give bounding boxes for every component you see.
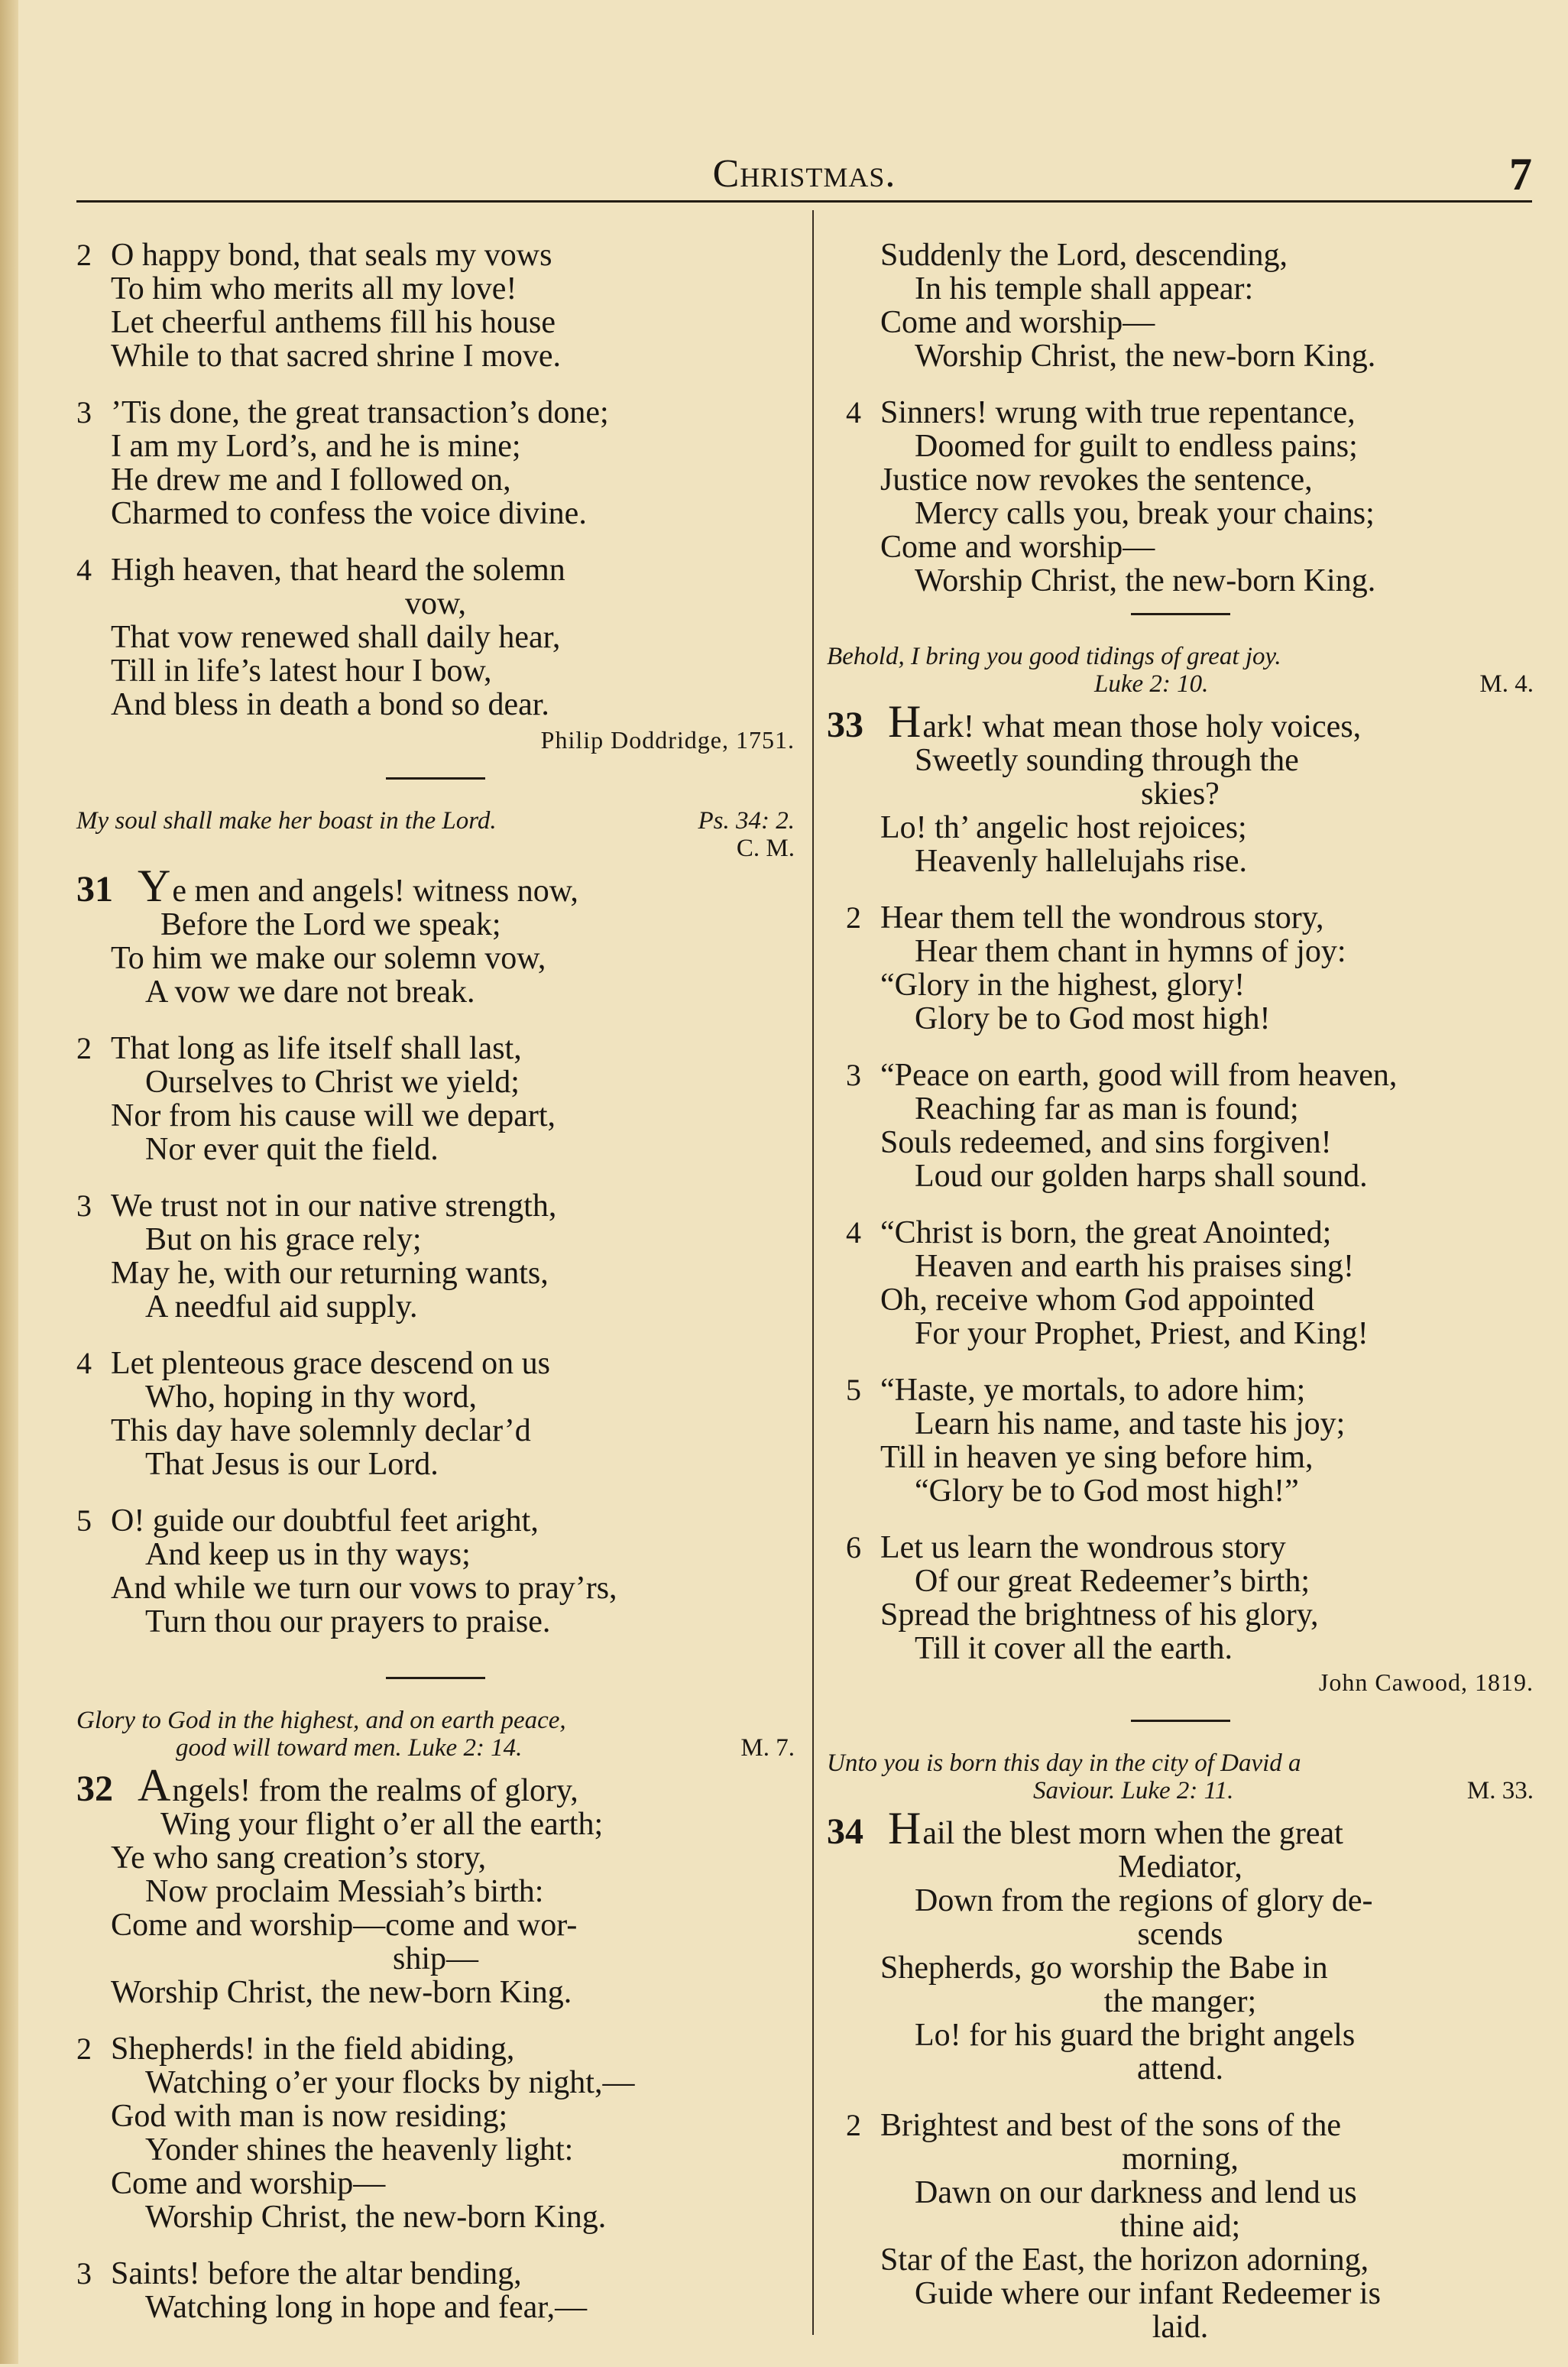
verse-line-wrap: skies? — [1141, 777, 1220, 812]
hymn-meter: M. 33. — [1466, 1777, 1534, 1804]
verse-line: Oh, receive whom God appointed — [880, 1282, 1315, 1318]
verse-line: “Peace on earth, good will from heaven, — [880, 1058, 1398, 1093]
verse-line: Heavenly hallelujahs rise. — [915, 844, 1248, 879]
hymn-30-continuation — [76, 238, 795, 754]
verse-line: Of our great Redeemer’s birth; — [915, 1564, 1310, 1599]
verse-line: Come and worship— — [880, 530, 1155, 565]
verse-line: And while we turn our vows to pray’rs, — [111, 1571, 617, 1606]
verse-line: O! guide our doubtful feet aright, — [111, 1503, 539, 1539]
verse-line: Hear them chant in hymns of joy: — [915, 934, 1346, 969]
page-edge — [0, 0, 18, 2364]
verse-line: Sinners! wrung with true repentance, — [880, 395, 1356, 430]
hymn-scripture-cont: Saviour. Luke 2: 11. — [1033, 1777, 1234, 1804]
verse-line: Wing your flight o’er all the earth; — [160, 1807, 604, 1842]
hymn-heading — [827, 670, 1534, 698]
hymn-number: 33 — [827, 705, 863, 745]
verse-line: Suddenly the Lord, descending, — [880, 238, 1288, 273]
verse-line: Worship Christ, the new-born King. — [111, 1975, 572, 2010]
drop-cap: Y — [138, 861, 171, 911]
verse-line: Till in life’s latest hour I bow, — [111, 653, 492, 689]
verse — [76, 553, 795, 721]
verse — [827, 1373, 1534, 1508]
hymn-number: 34 — [827, 1811, 863, 1852]
left-column — [76, 238, 795, 2347]
verse-line: And bless in death a bond so dear. — [111, 687, 549, 722]
verse — [827, 901, 1534, 1036]
verse-line-wrap: vow, — [404, 586, 467, 621]
verse-line: That long as life itself shall last, — [111, 1031, 522, 1066]
hymn-scripture: My soul shall make her boast in the Lord. — [76, 807, 497, 835]
verse-line: And keep us in thy ways; — [145, 1537, 471, 1572]
verse-line: Star of the East, the horizon adorning, — [880, 2242, 1369, 2278]
verse-line: Spread the brightness of his glory, — [880, 1597, 1319, 1633]
verse-line: Till it cover all the earth. — [915, 1631, 1233, 1666]
verse-line: While to that sacred shrine I move. — [111, 339, 561, 374]
verse-line: O happy bond, that seals my vows — [111, 238, 552, 273]
hymn-33 — [827, 643, 1534, 1697]
verse-line: Doomed for guilt to endless pains; — [915, 429, 1358, 464]
verse — [827, 1216, 1534, 1350]
verse-number: 3 — [846, 1058, 861, 1092]
verse-line: Watching long in hope and fear,— — [145, 2290, 588, 2325]
verse-line: Souls redeemed, and sins forgiven! — [880, 1125, 1332, 1160]
verse — [76, 238, 795, 373]
verse-line: e men and angels! witness now, — [172, 874, 578, 909]
verse-line: To him we make our solemn vow, — [111, 941, 546, 976]
verse-line: That Jesus is our Lord. — [145, 1447, 439, 1482]
hymn-meter: C. M. — [736, 835, 795, 862]
verse-line: Sweetly sounding through the — [915, 743, 1299, 778]
hymn-meter: M. 4. — [1479, 670, 1534, 698]
hymn-meter-line — [76, 835, 795, 862]
verse-line-wrap: thine aid; — [1119, 2209, 1241, 2244]
verse-line: ngels! from the realms of glory, — [172, 1773, 578, 1808]
verse — [827, 1531, 1534, 1665]
verse-number: 3 — [76, 395, 92, 430]
verse-line: “Haste, ye mortals, to adore him; — [880, 1373, 1306, 1408]
verse-line: But on his grace rely; — [145, 1222, 422, 1257]
verse — [76, 1189, 795, 1324]
verse-line: Shepherds! in the field abiding, — [111, 2031, 515, 2067]
hymn-scripture: Unto you is born this day in the city of David a — [827, 1749, 1301, 1777]
verse-number: 2 — [76, 2031, 92, 2066]
hymn-32-continuation — [827, 238, 1534, 598]
verse — [827, 1803, 1534, 2087]
verse-line: Guide where our infant Redeemer is — [915, 2276, 1381, 2311]
verse-line: Heaven and earth his praises sing! — [915, 1249, 1354, 1284]
verse-number: 6 — [846, 1530, 861, 1564]
hymn-number: 32 — [76, 1769, 113, 1809]
page-header — [76, 151, 1532, 205]
hymn-reference: Ps. 34: 2. — [698, 807, 795, 835]
verse-line: Reaching far as man is found; — [915, 1091, 1299, 1127]
verse-line: Nor from his cause will we depart, — [111, 1098, 556, 1133]
hymn-34 — [827, 1749, 1534, 2344]
hymn-author: Philip Doddridge, 1751. — [540, 726, 795, 754]
section-rule — [1131, 1720, 1230, 1722]
verse-line: Let plenteous grace descend on us — [111, 1346, 550, 1381]
verse-line: This day have solemnly declar’d — [111, 1413, 531, 1448]
verse-line-wrap: laid. — [1152, 2310, 1209, 2345]
verse-line: That vow renewed shall daily hear, — [111, 620, 561, 655]
verse-line: I am my Lord’s, and he is mine; — [111, 429, 521, 464]
verse-line-wrap: Mediator, — [1118, 1850, 1242, 1885]
verse — [76, 2032, 795, 2234]
verse-number: 4 — [76, 1346, 92, 1380]
verse — [76, 1032, 795, 1166]
hymn-author: John Cawood, 1819. — [1318, 1668, 1534, 1696]
verse-number: 5 — [846, 1373, 861, 1407]
verse-line: “Christ is born, the great Anointed; — [880, 1215, 1332, 1250]
hymn-number: 31 — [76, 869, 113, 910]
verse-number: 3 — [76, 2256, 92, 2291]
verse-line: Glory be to God most high! — [915, 1001, 1271, 1036]
verse-line: Worship Christ, the new-born King. — [145, 2200, 607, 2235]
hymn-scripture: Glory to God in the highest, and on earth peace, — [76, 1707, 566, 1734]
verse-line: Ye who sang creation’s story, — [111, 1840, 487, 1876]
verse-line: Saints! before the altar bending, — [111, 2256, 522, 2291]
verse-line: To him who merits all my love! — [111, 271, 517, 306]
verse-number: 4 — [846, 395, 861, 430]
verse-line: Loud our golden harps shall sound. — [915, 1159, 1368, 1194]
verse-line: “Glory be to God most high!” — [915, 1474, 1299, 1509]
verse-line-wrap: the manger; — [1103, 1984, 1257, 2019]
verse-line: ’Tis done, the great transaction’s done; — [111, 395, 609, 430]
verse-line: Who, hoping in thy word, — [145, 1380, 477, 1415]
hymn-heading — [827, 1777, 1534, 1804]
hymn-meter: M. 7. — [740, 1734, 795, 1762]
verse-line: Till in heaven ye sing before him, — [880, 1440, 1314, 1475]
verse — [76, 1760, 795, 2010]
drop-cap: A — [138, 1760, 171, 1811]
verse-line: Turn thou our prayers to praise. — [145, 1604, 551, 1639]
verse-line: Down from the regions of glory de- — [915, 1883, 1373, 1918]
verse — [76, 861, 795, 1010]
verse-line: Mercy calls you, break your chains; — [915, 496, 1375, 531]
running-title: Christmas. — [712, 152, 896, 196]
verse-line: Let cheerful anthems fill his house — [111, 305, 556, 340]
verse-line: Come and worship— — [111, 2166, 386, 2201]
hymn-31 — [76, 807, 795, 1662]
section-rule — [386, 777, 485, 780]
verse-line: Learn his name, and taste his joy; — [915, 1406, 1346, 1441]
verse-line: ail the blest morn when the great — [922, 1816, 1343, 1851]
verse-line: He drew me and I followed on, — [111, 462, 511, 498]
drop-cap: H — [888, 696, 922, 747]
right-column — [827, 238, 1534, 2367]
hymn-scripture-cont: good will toward men. Luke 2: 14. — [176, 1734, 523, 1762]
verse-number: 3 — [76, 1188, 92, 1223]
verse-line: “Glory in the highest, glory! — [880, 968, 1246, 1003]
verse-line: Come and worship— — [880, 305, 1155, 340]
verse-line: Let us learn the wondrous story — [880, 1530, 1286, 1565]
verse-line: Brightest and best of the sons of the — [880, 2108, 1342, 2143]
verse-number: 2 — [76, 1031, 92, 1065]
verse-line: Dawn on our darkness and lend us — [915, 2175, 1357, 2210]
verse-line: Hear them tell the wondrous story, — [880, 900, 1324, 935]
verse — [827, 696, 1534, 879]
verse-line-wrap: scends — [1137, 1917, 1223, 1952]
verse-line: We trust not in our native strength, — [111, 1188, 557, 1224]
verse — [76, 1347, 795, 1481]
verse-line-wrap: ship— — [392, 1941, 478, 1976]
verse-line-wrap: morning, — [1122, 2142, 1239, 2177]
verse — [76, 1504, 795, 1639]
column-divider — [812, 210, 814, 2335]
verse-number: 4 — [76, 553, 92, 587]
verse-line: Now proclaim Messiah’s birth: — [145, 1874, 544, 1909]
verse-line: In his temple shall appear: — [915, 271, 1254, 306]
verse-line: Lo! th’ angelic host rejoices; — [880, 810, 1247, 845]
verse — [827, 238, 1534, 373]
verse-line: Nor ever quit the field. — [145, 1132, 439, 1167]
verse-line: Watching o’er your flocks by night,— — [145, 2065, 635, 2100]
verse-line: Shepherds, go worship the Babe in — [880, 1950, 1328, 1986]
verse-line: Before the Lord we speak; — [160, 907, 501, 942]
verse — [827, 1059, 1534, 1193]
verse-line: High heaven, that heard the solemn — [111, 553, 565, 588]
verse — [76, 2257, 795, 2324]
verse-line: Justice now revokes the sentence, — [880, 462, 1313, 498]
verse — [76, 396, 795, 530]
drop-cap: H — [888, 1803, 922, 1853]
verse-line: Ourselves to Christ we yield; — [145, 1065, 520, 1100]
verse-line: For your Prophet, Priest, and King! — [915, 1316, 1369, 1351]
verse-line: May he, with our returning wants, — [111, 1256, 549, 1291]
verse-number: 5 — [76, 1503, 92, 1538]
verse-line-wrap: attend. — [1136, 2051, 1224, 2087]
verse-number: 2 — [846, 900, 861, 935]
verse-number: 4 — [846, 1215, 861, 1250]
verse-line: A vow we dare not break. — [145, 974, 475, 1010]
verse-number: 2 — [76, 238, 92, 272]
verse-number: 2 — [846, 2108, 861, 2142]
verse-line: Lo! for his guard the bright angels — [915, 2018, 1356, 2053]
section-rule — [386, 1677, 485, 1679]
verse-line: Yonder shines the heavenly light: — [145, 2132, 574, 2168]
hymn-heading — [76, 1734, 795, 1762]
verse-line: ark! what mean those holy voices, — [922, 709, 1362, 744]
hymn-32 — [76, 1707, 795, 2324]
verse-line: Worship Christ, the new-born King. — [915, 563, 1376, 598]
verse-line: Come and worship—come and wor- — [111, 1908, 578, 1943]
header-rule — [76, 200, 1532, 203]
verse — [827, 396, 1534, 598]
verse-line: Charmed to confess the voice divine. — [111, 496, 587, 531]
verse-line: A needful aid supply. — [145, 1289, 418, 1325]
hymn-scripture-cont: Luke 2: 10. — [1094, 670, 1209, 698]
hymn-heading — [76, 807, 795, 835]
page-number: 7 — [1509, 149, 1532, 199]
verse-line: God with man is now residing; — [111, 2099, 508, 2134]
verse — [827, 2109, 1534, 2344]
section-rule — [1131, 613, 1230, 615]
verse-line: Worship Christ, the new-born King. — [915, 339, 1376, 374]
hymn-scripture: Behold, I bring you good tidings of great joy. — [827, 643, 1281, 670]
